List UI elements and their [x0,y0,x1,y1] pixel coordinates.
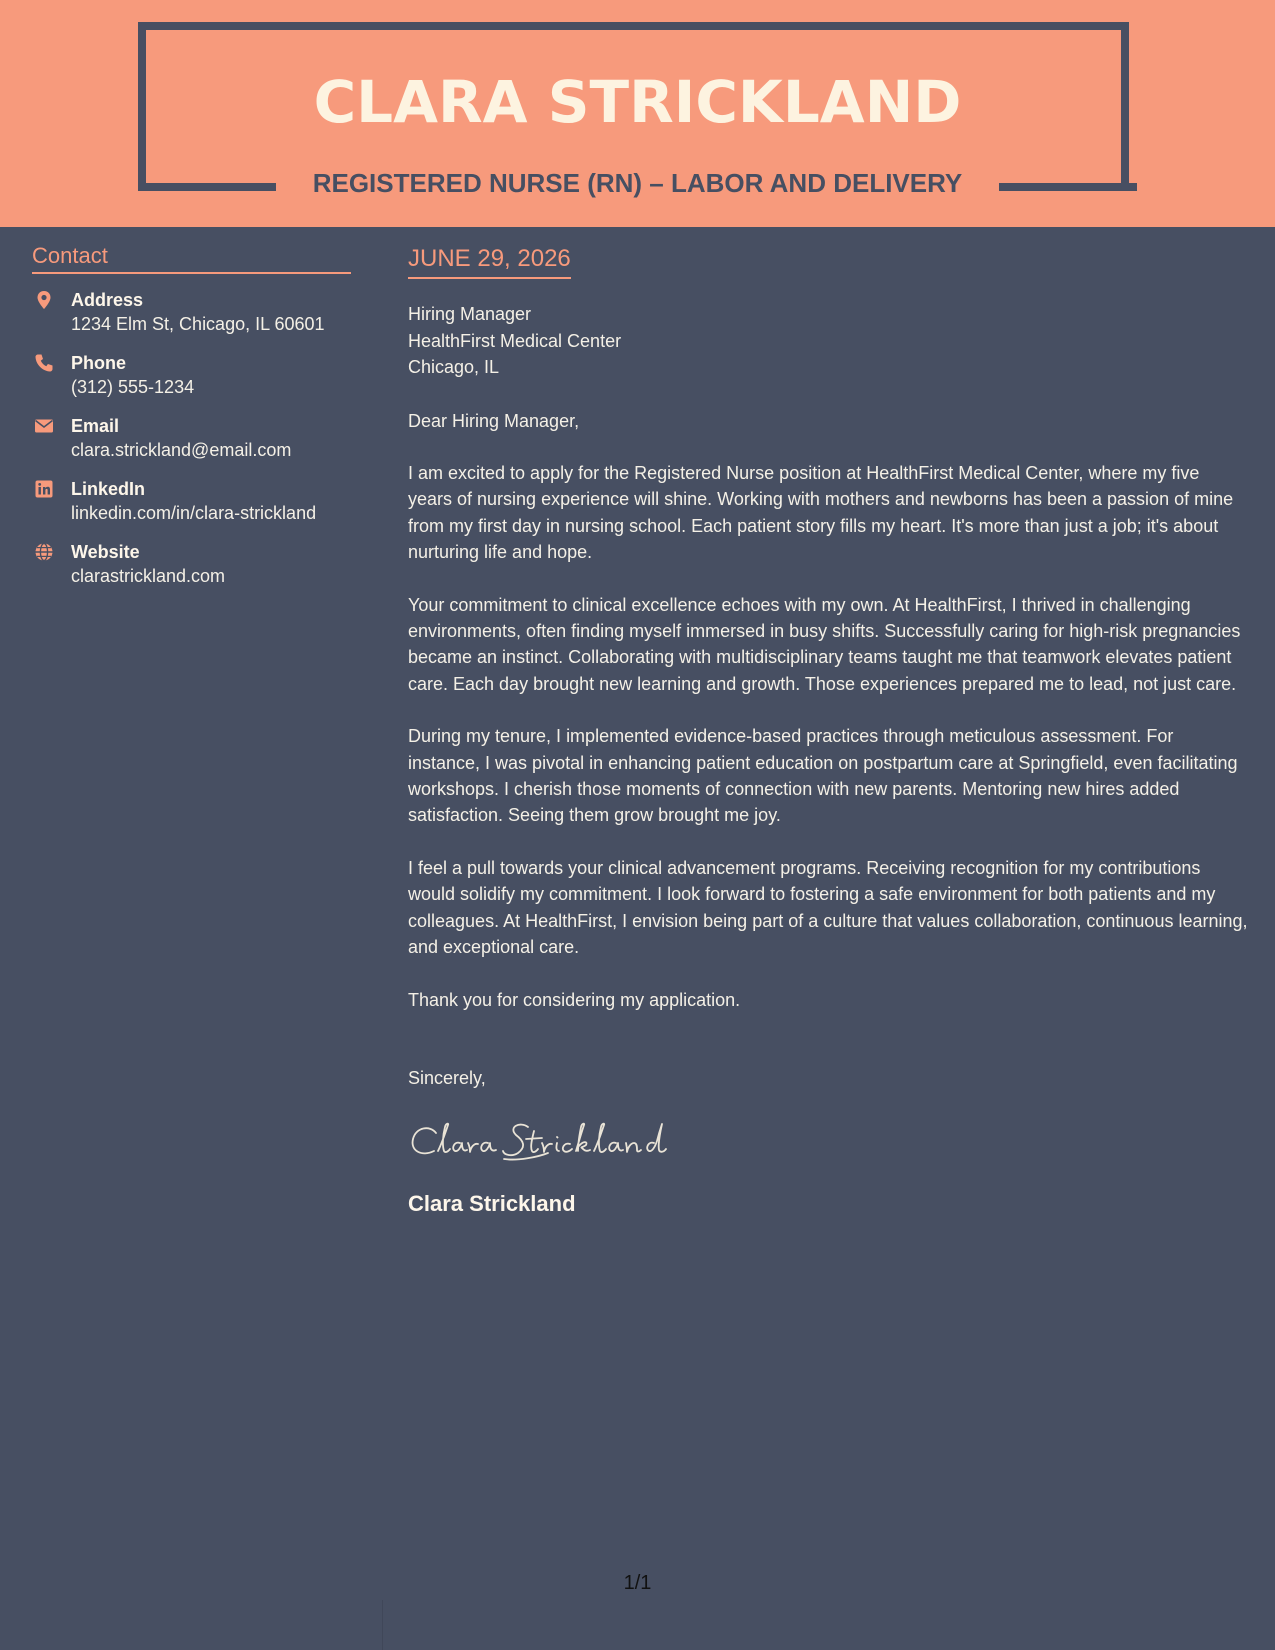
letter-date: JUNE 29, 2026 [408,245,571,272]
page-number: 1/1 [623,1572,652,1594]
contact-label-email: Email [71,416,120,436]
candidate-name: CLARA STRICKLAND [313,68,962,136]
contact-label-website: Website [71,542,140,562]
envelope-icon [34,416,54,436]
paragraph-thanks: Thank you for considering my application. [408,989,741,1010]
contact-heading: Contact [32,242,351,274]
contact-value-website: clarastrickland.com [71,566,226,586]
date-underline [408,245,571,279]
map-pin-icon [34,290,54,310]
paragraph-1: I am excited to apply for the Registered Nurse position at HealthFirst Medical Center, where my five years of nursing experience will shine. Working with mothers and newborns has been a passion of mine from my first day in nursing school. Each patient story fills my heart. It's more than just a job; it's about nurturing life and hope. [408,463,1234,563]
bottom-divider [382,1600,383,1650]
recipient-company: HealthFirst Medical Center [408,330,622,351]
paragraph-2: Your commitment to clinical excellence echoes with my own. At HealthFirst, I thrived in challenging environments, often finding myself immersed in busy shifts. Successfully caring for high-risk pregnancies became an instinct. Collaborating with multidisciplinary teams taught me that teamwork elevates patient care. Each day brought new learning and growth. Those experiences prepared me to lead, not just care. [408,594,1241,694]
contact-value-email: clara.strickland@email.com [71,440,292,460]
contact-label-address: Address [71,290,144,310]
contact-value-address: 1234 Elm St, Chicago, IL 60601 [71,314,325,334]
handwritten-signature [408,1119,688,1167]
contact-item-address [32,288,351,337]
salutation: Dear Hiring Manager, [408,410,580,431]
recipient-title: Hiring Manager [408,304,532,324]
contact-item-phone [32,351,351,400]
contact-item-website [32,540,351,589]
contact-value-phone: (312) 555-1234 [71,377,195,397]
job-title: REGISTERED NURSE (RN) – LABOR AND DELIVERY [312,168,963,198]
header-banner [0,0,1275,227]
contact-label-linkedin: LinkedIn [71,479,146,499]
paragraph-3: During my tenure, I implemented evidence-based practices through meticulous assessment. For instance, I was pivotal in enhancing patient education on postpartum care at Springfield, even facilitating workshops. I cherish those moments of connection with new parents. Mentoring new hires added satisfaction. Seeing them grow brought me joy. [408,726,1238,826]
closing: Sincerely, [408,1067,486,1088]
contact-value-linkedin: linkedin.com/in/clara-strickland [71,503,317,523]
letter-body [408,245,1248,1218]
signer-name: Clara Strickland [408,1190,576,1216]
recipient-block [408,301,1248,381]
globe-icon [34,542,54,562]
linkedin-icon [34,479,54,499]
phone-icon [34,353,54,373]
contact-label-phone: Phone [71,353,127,373]
contact-item-email [32,414,351,463]
paragraph-4: I feel a pull towards your clinical advancement programs. Receiving recognition for my contributions would solidify my commitment. I look forward to fostering a safe environment for both patients and my colleagues. At HealthFirst, I envision being part of a culture that values collaboration, continuous learning, and exceptional care. [408,857,1248,958]
contact-item-linkedin [32,477,351,526]
contact-sidebar [32,242,351,589]
recipient-location: Chicago, IL [408,357,500,377]
